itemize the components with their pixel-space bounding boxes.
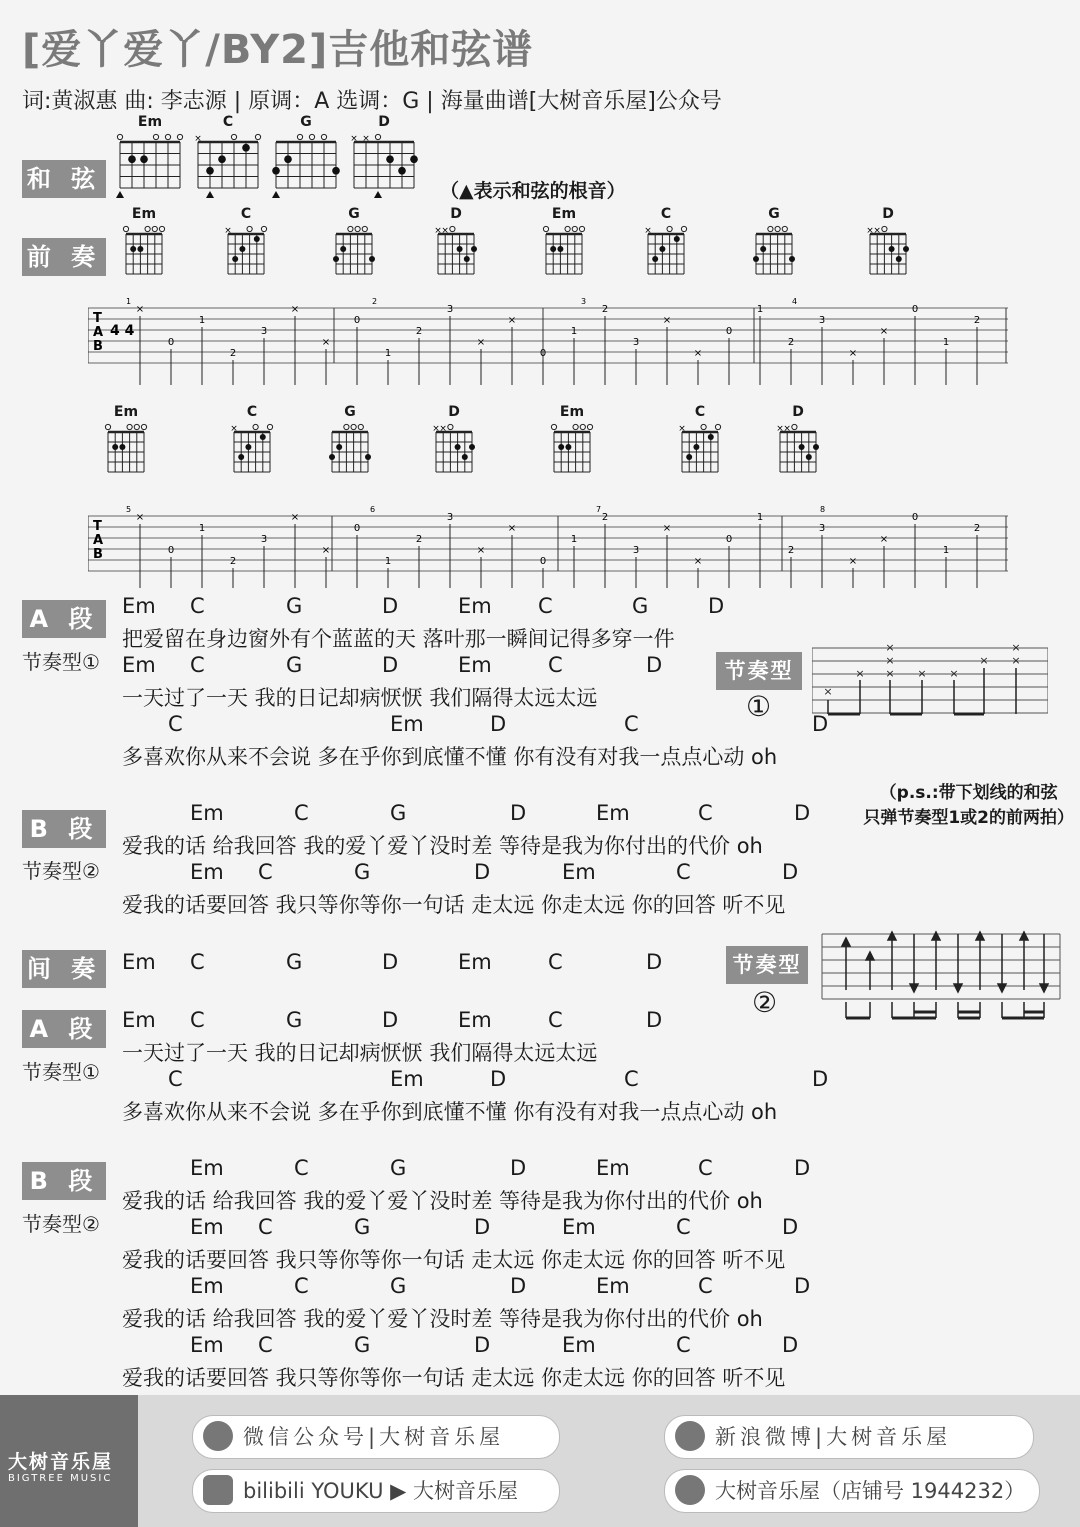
chord-symbol: G [286, 1008, 303, 1032]
chord-symbol: D [382, 1008, 399, 1032]
svg-text:×: × [507, 315, 517, 326]
brand-name-en: BIGTREE MUSIC [8, 1473, 113, 1484]
svg-text:0: 0 [539, 556, 547, 567]
chord-name: Em [551, 206, 577, 222]
svg-text:×: × [678, 424, 686, 434]
chord-symbol: D [782, 860, 799, 884]
chord-diagram-g [272, 114, 340, 198]
svg-text:×: × [290, 304, 300, 315]
chord-name: D [450, 206, 462, 222]
chord-symbol: Em [596, 1274, 630, 1298]
chord-diagram-em [542, 206, 586, 284]
svg-text:×: × [194, 134, 202, 144]
bar-number: 7 [596, 505, 602, 514]
ps-note-line-2: 只弹节奏型1或2的前两拍） [863, 808, 1074, 828]
svg-text:×: × [321, 337, 331, 348]
chord-symbol: C [698, 1274, 713, 1298]
chord-name: G [300, 114, 312, 130]
root-note-legend: （▲表示和弦的根音） [440, 180, 626, 202]
chord-symbol: Em [190, 1156, 224, 1180]
svg-text:×: × [885, 641, 895, 654]
svg-text:×: × [350, 134, 358, 144]
chord-symbol: Em [390, 712, 424, 736]
chord-name: C [222, 114, 234, 130]
section-a2-label: A 段 [22, 1010, 106, 1048]
chord-symbol: C [190, 653, 205, 677]
chord-symbol: G [286, 594, 303, 618]
chord-name: D [882, 206, 894, 222]
chord-symbol: C [168, 1067, 183, 1091]
svg-text:×: × [848, 556, 858, 567]
svg-text:0: 0 [911, 512, 919, 523]
svg-text:3: 3 [446, 304, 454, 315]
svg-text:×: × [979, 654, 989, 667]
svg-text:0: 0 [725, 326, 733, 337]
lyric-line: 多喜欢你从来不会说 多在乎你到底懂不懂 你有没有对我一点点心动 oh [122, 745, 778, 769]
svg-text:3: 3 [446, 512, 454, 523]
chord-name: Em [113, 404, 139, 420]
tab-letter: T [93, 519, 102, 534]
chord-symbol: Em [190, 1333, 224, 1357]
svg-text:×: × [224, 226, 232, 236]
section-a-rhythm: 节奏型① [22, 650, 100, 674]
svg-text:2: 2 [601, 512, 609, 523]
chord-symbol: D [474, 860, 491, 884]
footer [0, 1395, 1080, 1527]
chord-name: G [344, 404, 356, 420]
svg-text:×: × [507, 523, 517, 534]
chord-name: D [448, 404, 460, 420]
chord-symbol: Em [122, 653, 156, 677]
svg-text:×: × [848, 348, 858, 359]
svg-text:×: × [321, 545, 331, 556]
svg-text:1: 1 [198, 315, 206, 326]
chord-diagram-c [644, 206, 688, 284]
chord-diagram-em [550, 404, 594, 482]
svg-text:×: × [662, 315, 672, 326]
chord-symbol: D [474, 1215, 491, 1239]
chord-name: G [348, 206, 360, 222]
interlude-label: 间 奏 [22, 950, 106, 988]
chord-name: Em [131, 206, 157, 222]
svg-text:×: × [476, 545, 486, 556]
chord-diagram-d [432, 404, 476, 482]
chord-symbol: Em [190, 860, 224, 884]
svg-text:0: 0 [539, 348, 547, 359]
svg-text:×: × [866, 226, 874, 236]
tab-letter: A [93, 325, 104, 340]
svg-text:×: × [776, 424, 784, 434]
chord-diagram-d [776, 404, 820, 482]
rhythm-type-2-label: 节奏型 [726, 946, 808, 984]
chord-name: D [378, 114, 390, 130]
intro-tab-staff-1 [88, 290, 1008, 385]
bar-number: 6 [370, 505, 376, 514]
lyric-line: 爱我的话 给我回答 我的爱丫爱丫没时差 等待是我为你付出的代价 oh [122, 1189, 763, 1213]
svg-text:×: × [917, 667, 927, 680]
svg-text:×: × [662, 523, 672, 534]
svg-text:3: 3 [632, 545, 640, 556]
svg-text:×: × [879, 534, 889, 545]
chord-name: D [792, 404, 804, 420]
bar-number: 4 [792, 297, 798, 306]
video-link[interactable]: bilibili YOUKU ▶ 大树音乐屋 [192, 1469, 560, 1513]
chord-diagram-g [328, 404, 372, 482]
chord-diagram-d [434, 206, 478, 284]
chord-symbol: D [646, 1008, 663, 1032]
ps-note-line-1: （p.s.:带下划线的和弦 [879, 783, 1058, 803]
weibo-link[interactable]: 新浪微博|大树音乐屋 [664, 1415, 1034, 1459]
svg-text:0: 0 [353, 315, 361, 326]
svg-text:1: 1 [384, 348, 392, 359]
svg-text:1: 1 [942, 545, 950, 556]
rhythm-type-1-number: ① [746, 690, 772, 723]
chord-line [0, 1333, 1080, 1359]
chord-symbol: Em [458, 594, 492, 618]
chord-symbol: D [382, 653, 399, 677]
bar-number: 5 [126, 505, 132, 514]
section-b-rhythm: 节奏型② [22, 859, 100, 883]
chord-line [0, 1274, 1080, 1300]
intro-label: 前 奏 [22, 238, 106, 276]
lyric-line: 爱我的话要回答 我只等你等你一句话 走太远 你走太远 你的回答 听不见 [122, 1366, 786, 1390]
svg-text:2: 2 [787, 337, 795, 348]
chord-symbol: D [708, 594, 725, 618]
chord-symbol: C [676, 860, 691, 884]
svg-text:2: 2 [973, 315, 981, 326]
chord-name: Em [559, 404, 585, 420]
tv-icon [203, 1475, 233, 1505]
chord-name: G [768, 206, 780, 222]
svg-text:×: × [230, 424, 238, 434]
chord-symbol: C [698, 1156, 713, 1180]
chord-symbol: D [474, 1333, 491, 1357]
brand-name: 大树音乐屋 [8, 1451, 114, 1473]
lyric-line: 爱我的话 给我回答 我的爱丫爱丫没时差 等待是我为你付出的代价 oh [122, 834, 763, 858]
taobao-icon [675, 1475, 705, 1505]
shop-link[interactable]: 大树音乐屋（店铺号 1944232） [664, 1469, 1040, 1513]
rhythm-type-1-staff [812, 640, 1048, 720]
chord-diagram-em [122, 206, 166, 284]
chord-symbol: D [782, 1215, 799, 1239]
chord-symbol: C [190, 594, 205, 618]
lyric-line: 多喜欢你从来不会说 多在乎你到底懂不懂 你有没有对我一点点心动 oh [122, 1100, 778, 1124]
svg-text:2: 2 [973, 523, 981, 534]
chord-symbol: D [812, 712, 829, 736]
chord-symbol: Em [122, 950, 156, 974]
section-a2-rhythm: 节奏型① [22, 1060, 100, 1084]
chord-symbol: G [390, 1156, 407, 1180]
chord-symbol: D [490, 1067, 507, 1091]
page-title: [爱丫爱丫/BY2]吉他和弦谱 [22, 27, 534, 73]
chord-symbol: G [354, 1215, 371, 1239]
chord-symbol: D [510, 801, 527, 825]
chord-line [0, 1008, 1080, 1034]
time-signature: 4 4 [110, 323, 135, 339]
chord-diagram-em [104, 404, 148, 482]
chord-symbol: Em [190, 801, 224, 825]
chord-symbol: D [382, 950, 399, 974]
section-b2-label: B 段 [22, 1162, 106, 1200]
chord-symbol: Em [390, 1067, 424, 1091]
svg-text:×: × [644, 226, 652, 236]
chord-diagram-c [230, 404, 274, 482]
chord-symbol: D [782, 1333, 799, 1357]
chord-name: Em [137, 114, 163, 130]
svg-text:1: 1 [756, 512, 764, 523]
chord-diagram-c [194, 114, 262, 198]
chord-symbol: C [168, 712, 183, 736]
chord-diagram-d [350, 114, 418, 198]
chord-diagram-em [116, 114, 184, 198]
chord-symbol: C [258, 860, 273, 884]
svg-text:2: 2 [415, 534, 423, 545]
svg-text:0: 0 [353, 523, 361, 534]
svg-text:×: × [855, 667, 865, 680]
section-b-label: B 段 [22, 810, 106, 848]
svg-text:0: 0 [725, 534, 733, 545]
chord-symbol: D [646, 950, 663, 974]
svg-text:3: 3 [632, 337, 640, 348]
svg-text:2: 2 [229, 348, 237, 359]
chord-symbol: G [354, 860, 371, 884]
lyric-line: 爱我的话 给我回答 我的爱丫爱丫没时差 等待是我为你付出的代价 oh [122, 1307, 763, 1331]
chord-symbol: Em [190, 1274, 224, 1298]
section-a-label: A 段 [22, 600, 106, 638]
chord-symbol: C [258, 1215, 273, 1239]
lyric-line: 爱我的话要回答 我只等你等你一句话 走太远 你走太远 你的回答 听不见 [122, 893, 786, 917]
chord-symbol: C [258, 1333, 273, 1357]
chord-symbol: D [646, 653, 663, 677]
chord-line [0, 1156, 1080, 1182]
tab-letter: T [93, 311, 102, 326]
chord-symbol: Em [596, 1156, 630, 1180]
chord-symbol: D [490, 712, 507, 736]
tab-letter: B [93, 547, 103, 562]
svg-text:×: × [434, 226, 442, 236]
lyric-line: 一天过了一天 我的日记却病恹恹 我们隔得太远太远 [122, 1041, 598, 1065]
svg-text:×: × [439, 424, 447, 434]
svg-text:1: 1 [198, 523, 206, 534]
chord-symbol: C [624, 1067, 639, 1091]
chord-symbol: Em [458, 950, 492, 974]
svg-text:2: 2 [415, 326, 423, 337]
svg-text:1: 1 [570, 326, 578, 337]
svg-text:×: × [432, 424, 440, 434]
chord-symbol: C [538, 594, 553, 618]
chord-symbol: C [190, 950, 205, 974]
lyric-line: 一天过了一天 我的日记却病恹恹 我们隔得太远太远 [122, 686, 598, 710]
svg-text:×: × [290, 512, 300, 523]
chord-name: C [694, 404, 706, 420]
chord-symbol: D [510, 1274, 527, 1298]
chord-symbol: Em [562, 1215, 596, 1239]
chord-symbol: Em [458, 653, 492, 677]
chord-symbol: D [812, 1067, 829, 1091]
svg-text:×: × [135, 512, 145, 523]
svg-text:0: 0 [167, 545, 175, 556]
svg-text:×: × [693, 348, 703, 359]
svg-text:×: × [949, 667, 959, 680]
chord-symbol: C [294, 1274, 309, 1298]
chord-symbol: Em [458, 1008, 492, 1032]
svg-text:3: 3 [818, 523, 826, 534]
chord-symbol: Em [122, 594, 156, 618]
svg-text:×: × [362, 134, 370, 144]
bar-number: 3 [581, 297, 587, 306]
bar-number: 8 [820, 505, 826, 514]
svg-text:×: × [693, 556, 703, 567]
tab-letter: B [93, 339, 103, 354]
chords-label: 和 弦 [22, 160, 106, 198]
chord-symbol: C [548, 1008, 563, 1032]
chord-symbol: G [286, 653, 303, 677]
rhythm-type-2-number: ② [752, 986, 778, 1019]
chord-symbol: C [676, 1215, 691, 1239]
chord-symbol: C [698, 801, 713, 825]
chord-symbol: D [510, 1156, 527, 1180]
chord-symbol: C [548, 653, 563, 677]
chord-name: C [246, 404, 258, 420]
chord-symbol: G [390, 801, 407, 825]
svg-text:×: × [135, 304, 145, 315]
chord-symbol: C [624, 712, 639, 736]
svg-text:×: × [823, 685, 833, 698]
svg-text:1: 1 [384, 556, 392, 567]
svg-text:×: × [1011, 641, 1021, 654]
svg-text:×: × [879, 326, 889, 337]
chord-symbol: G [286, 950, 303, 974]
chord-diagram-g [332, 206, 376, 284]
lyric-line: 爱我的话要回答 我只等你等你一句话 走太远 你走太远 你的回答 听不见 [122, 1248, 786, 1272]
svg-text:×: × [873, 226, 881, 236]
tab-letter: A [93, 533, 104, 548]
chord-symbol: Em [190, 1215, 224, 1239]
wechat-icon [203, 1421, 233, 1451]
chord-symbol: D [794, 1156, 811, 1180]
chord-symbol: C [676, 1333, 691, 1357]
chord-name: C [240, 206, 252, 222]
svg-text:×: × [1011, 654, 1021, 667]
chord-symbol: C [294, 1156, 309, 1180]
lyric-line: 把爱留在身边窗外有个蓝蓝的天 落叶那一瞬间记得多穿一件 [122, 627, 675, 651]
chord-name: C [660, 206, 672, 222]
chord-symbol: D [794, 1274, 811, 1298]
chord-symbol: C [190, 1008, 205, 1032]
svg-text:2: 2 [229, 556, 237, 567]
chord-diagram-c [678, 404, 722, 482]
svg-text:0: 0 [911, 304, 919, 315]
weibo-icon [675, 1421, 705, 1451]
chord-symbol: Em [562, 860, 596, 884]
chord-symbol: Em [562, 1333, 596, 1357]
svg-text:3: 3 [818, 315, 826, 326]
chord-line [0, 1067, 1080, 1093]
svg-text:1: 1 [756, 304, 764, 315]
chord-line [0, 860, 1080, 886]
chord-line [0, 1215, 1080, 1241]
song-credits: 词:黄淑惠 曲: 李志源 | 原调：A 选调：G | 海量曲谱[大树音乐屋]公众号 [22, 89, 722, 114]
section-b2-rhythm: 节奏型② [22, 1212, 100, 1236]
chord-diagram-g [752, 206, 796, 284]
chord-symbol: D [794, 801, 811, 825]
svg-text:×: × [783, 424, 791, 434]
chord-symbol: D [382, 594, 399, 618]
chord-symbol: G [354, 1333, 371, 1357]
svg-text:1: 1 [942, 337, 950, 348]
chord-diagram-c [224, 206, 268, 284]
chord-symbol: Em [596, 801, 630, 825]
bar-number: 2 [372, 297, 378, 306]
svg-text:3: 3 [260, 534, 268, 545]
chord-symbol: G [390, 1274, 407, 1298]
svg-text:×: × [476, 337, 486, 348]
intro-tab-staff-2 [88, 498, 1008, 588]
svg-text:0: 0 [167, 337, 175, 348]
svg-text:×: × [885, 654, 895, 667]
svg-text:1: 1 [570, 534, 578, 545]
svg-text:2: 2 [601, 304, 609, 315]
chord-diagram-d [866, 206, 910, 284]
chord-symbol: C [294, 801, 309, 825]
svg-text:2: 2 [787, 545, 795, 556]
svg-text:×: × [885, 667, 895, 680]
chord-line [0, 594, 1080, 620]
chord-symbol: Em [122, 1008, 156, 1032]
svg-text:×: × [441, 226, 449, 236]
chord-line [0, 801, 1080, 827]
brand-logo [0, 1395, 138, 1527]
chord-symbol: G [632, 594, 649, 618]
bar-number: 1 [126, 297, 132, 306]
wechat-link[interactable]: 微信公众号|大树音乐屋 [192, 1415, 560, 1459]
chord-symbol: C [548, 950, 563, 974]
rhythm-type-1-label: 节奏型 [716, 652, 802, 690]
svg-text:3: 3 [260, 326, 268, 337]
